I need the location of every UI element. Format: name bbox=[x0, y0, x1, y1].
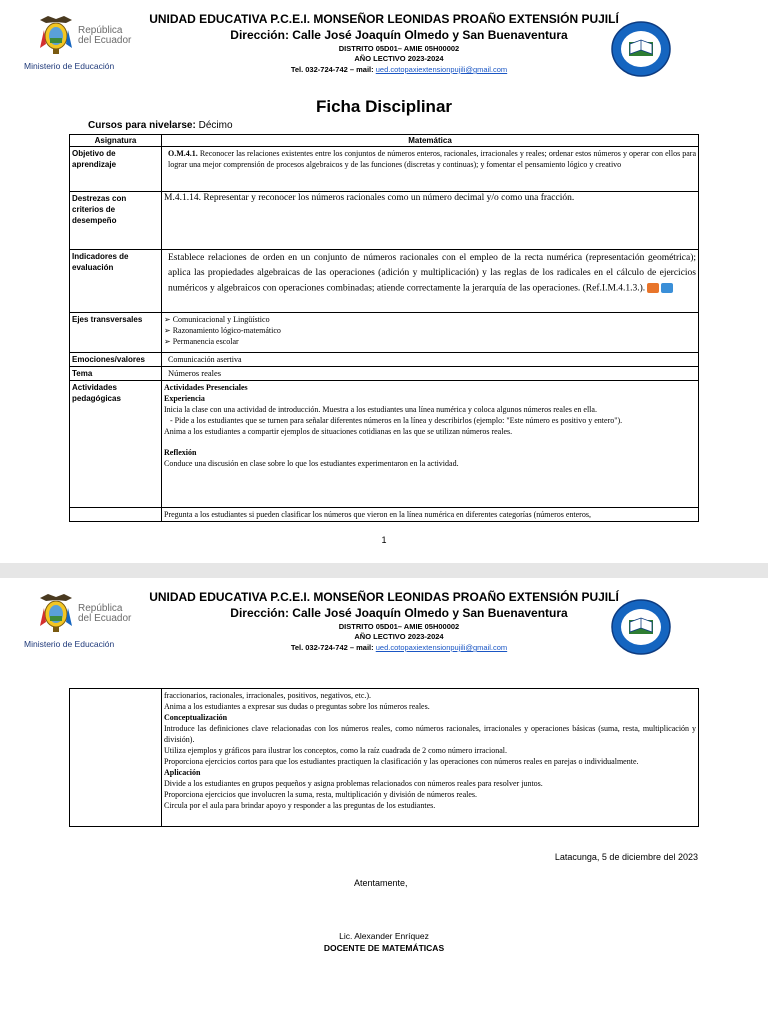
objetivo-label: Objetivo de aprendizaje bbox=[70, 147, 162, 192]
reflexion-title: Reflexión bbox=[164, 448, 197, 457]
aplicacion-title: Aplicación bbox=[164, 768, 201, 777]
objetivo-code: O.M.4.1. bbox=[168, 149, 198, 158]
cm-icon[interactable] bbox=[661, 283, 673, 293]
table-header-row bbox=[70, 135, 699, 147]
institution-name: UNIDAD EDUCATIVA P.C.E.I. MONSEÑOR LEONIDAS PROAÑO EXTENSIÓN PUJILÍ bbox=[149, 12, 619, 26]
asignatura-header: Asignatura bbox=[70, 135, 162, 147]
objetivo-text: Reconocer las relaciones existentes entre los conjuntos de números enteros, racionales, irracionales y reales; ordenar estos números y operar con ellos para lograr una mejor comprensión de procesos algebraicos y de las funciones (discretas y continuas); y fomentar el pensamiento lógico y creativo bbox=[168, 149, 696, 169]
district: DISTRITO 05D01– AMIE 05H00002 bbox=[338, 622, 460, 631]
emociones-label: Emociones/valores bbox=[70, 353, 162, 367]
republica-text-2: del Ecuador bbox=[78, 35, 132, 46]
conceptualizacion-text: Introduce las definiciones clave relacionadas con los números reales, como números racionales, irracionales y operaciones básicas (suma, resta, multiplicación y división). bbox=[164, 724, 696, 744]
objetivo-cell bbox=[162, 147, 699, 192]
indicadores-label: Indicadores de evaluación bbox=[70, 250, 162, 313]
email-link[interactable]: ued.cotopaxiextensionpujili@gmail.com bbox=[375, 643, 508, 652]
ministerio-text: Ministerio de Educación bbox=[24, 639, 115, 649]
experiencia-text: Inicia la clase con una actividad de introducción. Muestra a los estudiantes una línea numérica y coloca algunos números reales en ella. bbox=[164, 405, 597, 414]
document-title: Ficha Disciplinar bbox=[315, 97, 453, 116]
table-row bbox=[70, 367, 699, 381]
contact-line bbox=[80, 64, 688, 76]
table-row bbox=[70, 508, 699, 522]
cursos-label: Cursos para nivelarse: bbox=[88, 120, 196, 131]
materia-header: Matemática bbox=[162, 135, 699, 147]
table-row bbox=[70, 381, 699, 508]
reflexion-text: Anima a los estudiantes a expresar sus dudas o preguntas sobre los números reales. bbox=[164, 702, 430, 711]
actividades-label: Actividades pedagógicas bbox=[70, 381, 162, 508]
experiencia-text: - Pide a los estudiantes que se turnen para señalar diferentes números en la línea y describirlos (ejemplo: "Este número es positivo y entero"). bbox=[164, 416, 623, 425]
letterhead bbox=[0, 578, 768, 664]
conceptualizacion-text: Proporciona ejercicios cortos para que los estudiantes practiquen la clasificación y las operaciones con números reales en parejas o individualmente. bbox=[164, 757, 639, 766]
phone-text: Tel. 032-724-742 – mail: bbox=[290, 65, 376, 74]
school-seal-icon bbox=[610, 20, 672, 78]
ejes-list bbox=[162, 313, 699, 353]
table-row bbox=[70, 689, 699, 827]
address: Dirección: Calle José Joaquín Olmedo y San Buenaventura bbox=[230, 606, 568, 620]
destrezas-label: Destrezas con criterios de desempeño bbox=[70, 192, 162, 250]
cursos-line bbox=[88, 120, 233, 131]
indicadores-text: Establece relaciones de orden en un conjunto de números racionales con el empleo de la recta numérica (representación geométrica); aplica las propiedades algebraicas de las operaciones (adición y multiplicación) y las reglas de los radicales en el cálculo de ejercicios numéricos y algebraicos con operaciones combinadas; atiende correctamente la jerarquía de las operaciones. (Ref.I.M.4.1.3.). bbox=[168, 253, 696, 294]
republica-text-1: República bbox=[78, 25, 123, 36]
list-item: ➢ Comunicacional y Lingüístico bbox=[164, 315, 270, 324]
tema-text: Números reales bbox=[162, 367, 699, 381]
school-year: AÑO LECTIVO 2023-2024 bbox=[354, 632, 444, 641]
signer-role: DOCENTE DE MATEMÁTICAS bbox=[323, 943, 445, 953]
ejes-label: Ejes transversales bbox=[70, 313, 162, 353]
aplicacion-text: Circula por el aula para brindar apoyo y responder a las preguntas de los estudiantes. bbox=[164, 801, 436, 810]
aplicacion-text: Divide a los estudiantes en grupos pequeños y asigna problemas relacionados con números reales para resolver juntos. bbox=[164, 779, 543, 788]
actividades-continuation bbox=[162, 689, 699, 827]
experiencia-title: Experiencia bbox=[164, 394, 205, 403]
table-row bbox=[70, 313, 699, 353]
phone-text: Tel. 032-724-742 – mail: bbox=[290, 643, 376, 652]
closing: Atentamente, bbox=[354, 878, 408, 888]
actividades-cell bbox=[162, 381, 699, 508]
document-page-2 bbox=[0, 578, 768, 1024]
reflexion-text: Pregunta a los estudiantes si pueden clasificar los números que vieron en la línea numérica en diferentes categorías (números enteros, bbox=[162, 508, 699, 522]
emociones-text: Comunicación asertiva bbox=[162, 353, 699, 367]
contact-line bbox=[80, 642, 688, 654]
ficha-table-page-2 bbox=[69, 688, 699, 827]
table-row bbox=[70, 250, 699, 313]
cursos-value: Décimo bbox=[195, 120, 233, 131]
place-date: Latacunga, 5 de diciembre del 2023 bbox=[554, 852, 698, 862]
ecuador-shield-icon bbox=[36, 14, 76, 56]
tema-label: Tema bbox=[70, 367, 162, 381]
conceptualizacion-title: Conceptualización bbox=[164, 713, 228, 722]
school-seal-icon bbox=[610, 598, 672, 656]
signer-name: Lic. Alexander Enríquez bbox=[339, 931, 429, 941]
reflexion-text: Conduce una discusión en clase sobre lo que los estudiantes experimentaron en la actividad. bbox=[164, 459, 459, 468]
page-number: 1 bbox=[381, 535, 387, 545]
aplicacion-text: Proporciona ejercicios que involucren la suma, resta, multiplicación y división de números reales. bbox=[164, 790, 478, 799]
conceptualizacion-text: Utiliza ejemplos y gráficos para ilustrar los conceptos, como la raíz cuadrada de 2 como número irracional. bbox=[164, 746, 507, 755]
destrezas-text: M.4.1.14. Representar y reconocer los números racionales como un número decimal y/o como una fracción. bbox=[162, 192, 699, 250]
list-item: ➢ Permanencia escolar bbox=[164, 337, 239, 346]
school-year: AÑO LECTIVO 2023-2024 bbox=[354, 54, 444, 63]
ministerio-text: Ministerio de Educación bbox=[24, 61, 115, 71]
republica-text-2: del Ecuador bbox=[78, 613, 132, 624]
list-item: ➢ Razonamiento lógico-matemático bbox=[164, 326, 281, 335]
geogebra-icon[interactable] bbox=[647, 283, 659, 293]
address: Dirección: Calle José Joaquín Olmedo y San Buenaventura bbox=[230, 28, 568, 42]
ficha-table-page-1 bbox=[69, 134, 699, 522]
table-row bbox=[70, 353, 699, 367]
actividades-title: Actividades Presenciales bbox=[164, 383, 248, 392]
reflexion-text: fraccionarios, racionales, irracionales, positivos, negativos, etc.). bbox=[164, 691, 372, 700]
republica-text-1: República bbox=[78, 603, 123, 614]
institution-name: UNIDAD EDUCATIVA P.C.E.I. MONSEÑOR LEONIDAS PROAÑO EXTENSIÓN PUJILÍ bbox=[149, 590, 619, 604]
district: DISTRITO 05D01– AMIE 05H00002 bbox=[338, 44, 460, 53]
table-row bbox=[70, 147, 699, 192]
email-link[interactable]: ued.cotopaxiextensionpujili@gmail.com bbox=[375, 65, 508, 74]
indicadores-cell bbox=[162, 250, 699, 313]
experiencia-text: Anima a los estudiantes a compartir ejemplos de situaciones cotidianas en las que se utilizan números reales. bbox=[164, 427, 513, 436]
ecuador-shield-icon bbox=[36, 592, 76, 634]
letterhead bbox=[0, 0, 768, 86]
table-row bbox=[70, 192, 699, 250]
